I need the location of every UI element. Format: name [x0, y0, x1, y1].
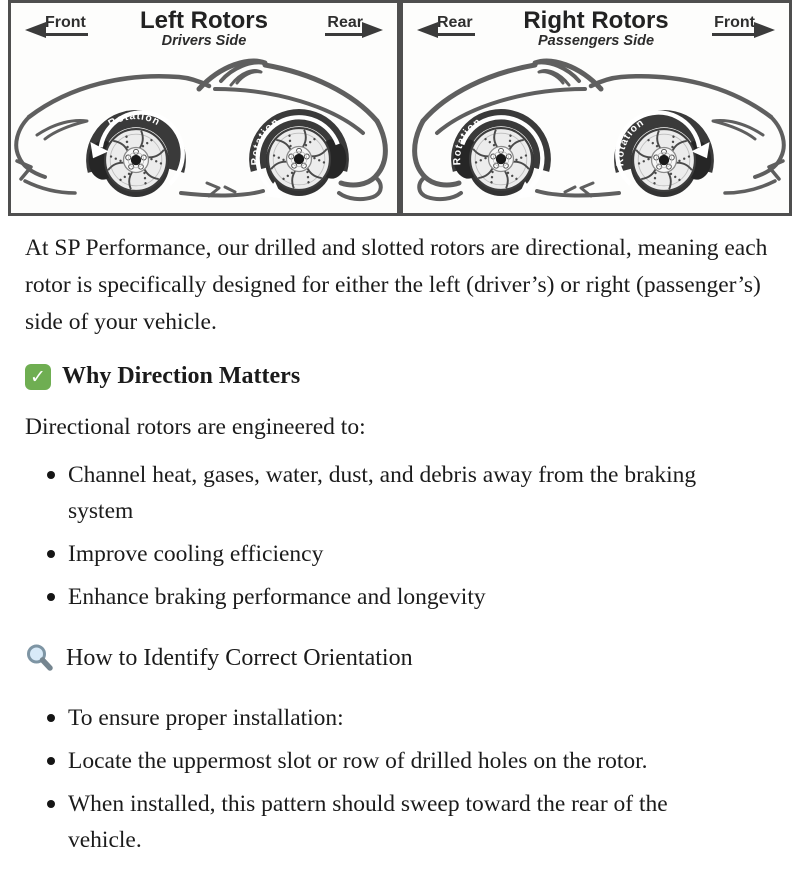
- list-item: Locate the uppermost slot or row of drilled holes on the rotor.: [25, 743, 725, 779]
- section-heading-identify-orientation: [25, 643, 780, 674]
- rotor-direction-diagram: [8, 0, 792, 216]
- car-illustration-right: [403, 55, 789, 213]
- list-item: Enhance braking performance and longevity: [25, 579, 725, 615]
- list-item: When installed, this pattern should sweep toward the rear of the vehicle.: [25, 786, 725, 858]
- rotation-label: Rotation: [250, 116, 282, 166]
- direction-label-text: Front: [712, 14, 757, 36]
- direction-label-text: Rear: [435, 14, 475, 36]
- article-content: [0, 216, 800, 875]
- rotation-label: Rotation: [615, 117, 647, 167]
- list-item: Improve cooling efficiency: [25, 536, 725, 572]
- intro-paragraph: At SP Performance, our drilled and slotted rotors are directional, meaning each rotor is specifically designed for either the left (driver’s) or right (passenger’s) side of your vehicle.: [25, 235, 768, 335]
- rear-direction-label: [325, 14, 383, 36]
- benefits-list: [25, 457, 780, 615]
- right-arrow-icon: [754, 22, 775, 38]
- panel-title: Left Rotors: [140, 7, 268, 34]
- magnifier-icon: [25, 643, 55, 674]
- panel-right-header: [403, 3, 789, 57]
- front-direction-label: [25, 14, 88, 36]
- direction-label-text: Rear: [325, 14, 365, 36]
- panel-left-header: [11, 3, 397, 57]
- front-direction-label: [712, 14, 775, 36]
- lead-paragraph: Directional rotors are engineered to:: [25, 414, 366, 440]
- section-title: How to Identify Correct Orientation: [66, 645, 413, 671]
- section-heading-why-direction-matters: [25, 363, 780, 390]
- panel-right-rotors: [400, 0, 792, 216]
- rotation-label: Rotation: [106, 110, 163, 130]
- section-title: Why Direction Matters: [62, 363, 301, 389]
- list-item: To ensure proper installation:: [25, 700, 725, 736]
- panel-title: Right Rotors: [523, 7, 669, 34]
- panel-subtitle: Drivers Side: [161, 33, 247, 50]
- check-icon: ✓: [25, 364, 51, 390]
- panel-subtitle: Passengers Side: [537, 33, 655, 50]
- rear-direction-label: [417, 14, 475, 36]
- list-item: Channel heat, gases, water, dust, and debris away from the braking system: [25, 457, 725, 529]
- orientation-steps-list: [25, 700, 780, 858]
- rotation-label: Rotation: [452, 116, 484, 166]
- car-illustration-left: [11, 55, 397, 213]
- right-arrow-icon: [362, 22, 383, 38]
- direction-label-text: Front: [43, 14, 88, 36]
- left-arrow-icon: [25, 22, 46, 38]
- left-arrow-icon: [417, 22, 438, 38]
- panel-left-rotors: [8, 0, 400, 216]
